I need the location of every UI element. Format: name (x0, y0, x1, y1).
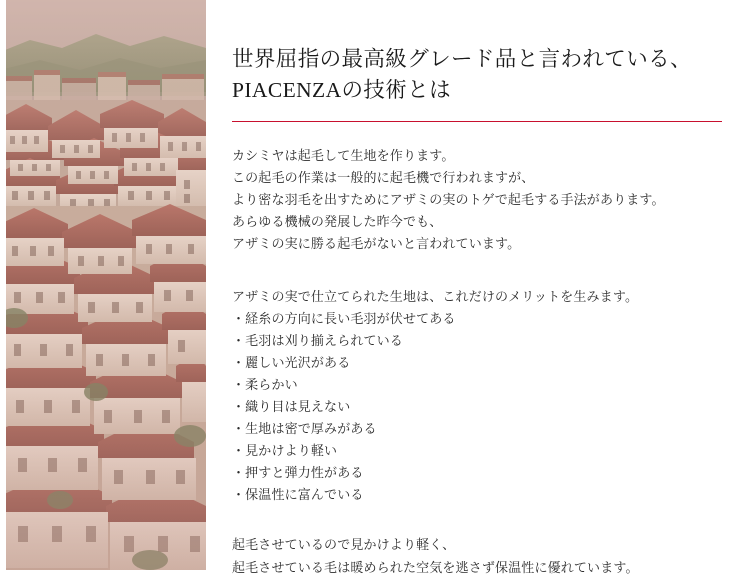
paragraph-1-line-5: アザミの実に勝る起毛がないと言われています。 (232, 236, 521, 252)
list-item: ・押すと弾力性がある (232, 465, 364, 481)
body-copy (232, 145, 722, 579)
list-item: ・保温性に富んでいる (232, 487, 364, 503)
paragraph-1-line-4: あらゆる機械の発展した昨今でも、 (232, 214, 443, 230)
spacer-2 (232, 506, 722, 534)
article-content (206, 0, 750, 574)
list-item: ・織り目は見えない (232, 398, 351, 414)
list-item: ・麗しい光沢がある (232, 354, 351, 370)
merits-lead-in: アザミの実で仕立てられた生地は、これだけのメリットを生みます。 (232, 288, 639, 304)
headline-line-1: 世界屈指の最高級グレード品と言われている、 (232, 47, 692, 71)
paragraph-3-line-1: 起毛させているので見かけより軽く、 (232, 537, 456, 553)
paragraph-3-line-2: 起毛させている毛は暖められた空気を逃さず保温性に優れています。 (232, 559, 639, 575)
merits-list (232, 308, 722, 507)
list-item: ・柔らかい (232, 376, 298, 392)
townscape-illustration (0, 0, 206, 574)
spacer-1 (232, 256, 722, 286)
list-item: ・経糸の方向に長い毛羽が伏せてある (232, 310, 456, 326)
accent-divider (232, 121, 722, 122)
list-item: ・生地は密で厚みがある (232, 421, 377, 437)
photo-bottom-margin (0, 570, 206, 574)
paragraph-1-line-1: カシミヤは起毛して生地を作ります。 (232, 148, 455, 164)
photo-left-margin (0, 0, 6, 574)
paragraph-1-line-2: この起毛の作業は一般的に起毛機で行われますが、 (232, 170, 535, 186)
hero-photo (0, 0, 206, 574)
paragraph-1-line-3: より密な羽毛を出すためにアザミの実のトゲで起毛する手法があります。 (232, 192, 665, 208)
page-title (232, 44, 722, 105)
list-item: ・毛羽は刈り揃えられている (232, 332, 403, 348)
list-item: ・見かけより軽い (232, 443, 338, 459)
headline-line-2: PIACENZAの技術とは (232, 77, 452, 102)
accent-divider-inner (232, 121, 722, 122)
